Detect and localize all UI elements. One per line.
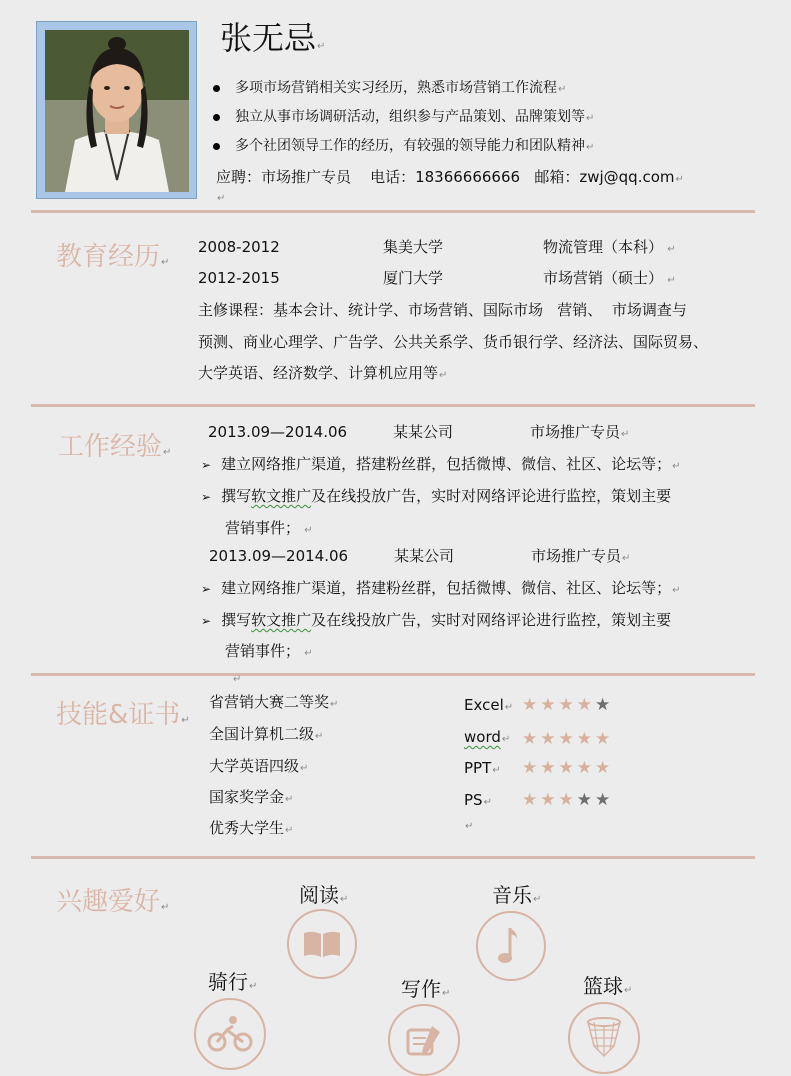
star-filled-icon: ★ bbox=[540, 758, 559, 778]
edu-major: 物流管理（本科） ↵ bbox=[543, 238, 676, 256]
certificate-item: 大学英语四级↵ bbox=[209, 757, 309, 775]
star-filled-icon: ★ bbox=[595, 758, 614, 778]
star-filled-icon: ★ bbox=[558, 790, 577, 810]
paragraph-mark: ↵ bbox=[233, 674, 242, 685]
writing-icon bbox=[404, 1022, 444, 1058]
profile-photo bbox=[45, 30, 189, 192]
job-duty: ➢ 撰写软文推广及在线投放广告，实时对网络评论进行监控，策划主要 bbox=[201, 487, 672, 505]
hobby-basketball bbox=[568, 1002, 640, 1074]
star-filled-icon: ★ bbox=[522, 790, 541, 810]
job-duty-cont: 营销事件； ↵ bbox=[225, 519, 313, 537]
star-empty-icon: ★ bbox=[595, 695, 614, 715]
hobby-label: 骑行↵ bbox=[208, 970, 258, 994]
hobby-cycling bbox=[194, 998, 266, 1070]
edu-period: 2012-2015 bbox=[198, 269, 280, 287]
job-period: 2013.09—2014.06 bbox=[208, 423, 348, 441]
rating-stars bbox=[522, 729, 613, 749]
star-filled-icon: ★ bbox=[540, 695, 559, 715]
courses-line: 预测、商业心理学、广告学、公共关系学、货币银行学、经济法、国际贸易、 bbox=[198, 333, 709, 351]
job-role: 市场推广专员↵ bbox=[530, 423, 630, 441]
hobby-reading bbox=[287, 909, 357, 979]
summary-bullet: 多个社团领导工作的经历，有较强的领导能力和团队精神↵ bbox=[213, 136, 594, 158]
star-filled-icon: ★ bbox=[558, 695, 577, 715]
work-title: 工作经验↵ bbox=[58, 432, 172, 462]
star-filled-icon: ★ bbox=[558, 758, 577, 778]
star-empty-icon: ★ bbox=[576, 790, 595, 810]
star-filled-icon: ★ bbox=[576, 729, 595, 749]
job-duty: ➢ 撰写软文推广及在线投放广告，实时对网络评论进行监控，策划主要 bbox=[201, 611, 672, 629]
certificate-item: 国家奖学金↵ bbox=[209, 788, 294, 806]
star-filled-icon: ★ bbox=[558, 729, 577, 749]
job-company: 某某公司 bbox=[394, 547, 455, 565]
star-filled-icon: ★ bbox=[540, 790, 559, 810]
edu-school: 集美大学 bbox=[383, 238, 444, 256]
job-duty-cont: 营销事件； ↵ bbox=[225, 642, 313, 660]
hobby-label: 写作↵ bbox=[401, 977, 451, 1001]
hobby-writing bbox=[388, 1004, 460, 1076]
rating-stars bbox=[522, 758, 613, 778]
job-period: 2013.09—2014.06 bbox=[209, 547, 349, 565]
contact-line: 应聘：市场推广专员 电话：18366666666 邮箱：zwj@qq.com↵ bbox=[216, 168, 684, 186]
edu-school: 厦门大学 bbox=[383, 269, 444, 287]
skills-title: 技能&证书↵ bbox=[56, 700, 190, 730]
hobby-label: 音乐↵ bbox=[492, 883, 542, 907]
star-filled-icon: ★ bbox=[576, 758, 595, 778]
paragraph-mark: ↵ bbox=[217, 193, 226, 204]
star-empty-icon: ★ bbox=[595, 790, 614, 810]
basketball-hoop-icon bbox=[584, 1016, 624, 1060]
section-divider bbox=[31, 404, 755, 407]
courses-line: 大学英语、经济数学、计算机应用等↵ bbox=[198, 364, 448, 382]
courses-line: 主修课程：基本会计、统计学、市场营销、国际市场 营销、 市场调查与 bbox=[198, 301, 687, 319]
job-duty: ➢ 建立网络推广渠道，搭建粉丝群，包括微博、微信、社区、论坛等；↵ bbox=[201, 579, 681, 597]
rating-stars bbox=[522, 695, 613, 715]
hobbies-title: 兴趣爱好↵ bbox=[56, 887, 170, 917]
edu-period: 2008-2012 bbox=[198, 238, 280, 256]
star-filled-icon: ★ bbox=[576, 695, 595, 715]
software-name: Excel↵ bbox=[464, 696, 514, 714]
certificate-item: 全国计算机二级↵ bbox=[209, 725, 324, 743]
star-filled-icon: ★ bbox=[522, 758, 541, 778]
paragraph-mark: ↵ bbox=[465, 821, 474, 832]
hobby-label: 阅读↵ bbox=[299, 883, 349, 907]
software-name: word↵ bbox=[464, 728, 511, 746]
certificate-item: 优秀大学生↵ bbox=[209, 819, 294, 837]
summary-bullet: 多项市场营销相关实习经历，熟悉市场营销工作流程↵ bbox=[213, 78, 566, 100]
hobby-music bbox=[476, 911, 546, 981]
hobby-label: 篮球↵ bbox=[583, 974, 633, 998]
software-name: PS↵ bbox=[464, 791, 492, 809]
software-name: PPT↵ bbox=[464, 759, 501, 777]
star-filled-icon: ★ bbox=[540, 729, 559, 749]
job-company: 某某公司 bbox=[393, 423, 454, 441]
rating-stars bbox=[522, 790, 613, 810]
section-divider bbox=[31, 856, 755, 859]
book-icon bbox=[302, 929, 342, 959]
job-role: 市场推广专员↵ bbox=[531, 547, 631, 565]
job-duty: ➢ 建立网络推广渠道，搭建粉丝群，包括微博、微信、社区、论坛等；↵ bbox=[201, 455, 681, 473]
section-divider bbox=[31, 210, 755, 213]
education-title: 教育经历↵ bbox=[56, 242, 170, 272]
summary-bullet: 独立从事市场调研活动，组织参与产品策划、品牌策划等↵ bbox=[213, 107, 594, 129]
cycling-icon bbox=[207, 1016, 253, 1052]
music-note-icon bbox=[496, 924, 526, 968]
candidate-name: 张无忌↵ bbox=[220, 19, 326, 57]
edu-major: 市场营销（硕士） ↵ bbox=[543, 269, 676, 287]
star-filled-icon: ★ bbox=[522, 695, 541, 715]
star-filled-icon: ★ bbox=[595, 729, 614, 749]
section-divider bbox=[31, 673, 755, 676]
certificate-item: 省营销大赛二等奖↵ bbox=[209, 693, 339, 711]
star-filled-icon: ★ bbox=[522, 729, 541, 749]
